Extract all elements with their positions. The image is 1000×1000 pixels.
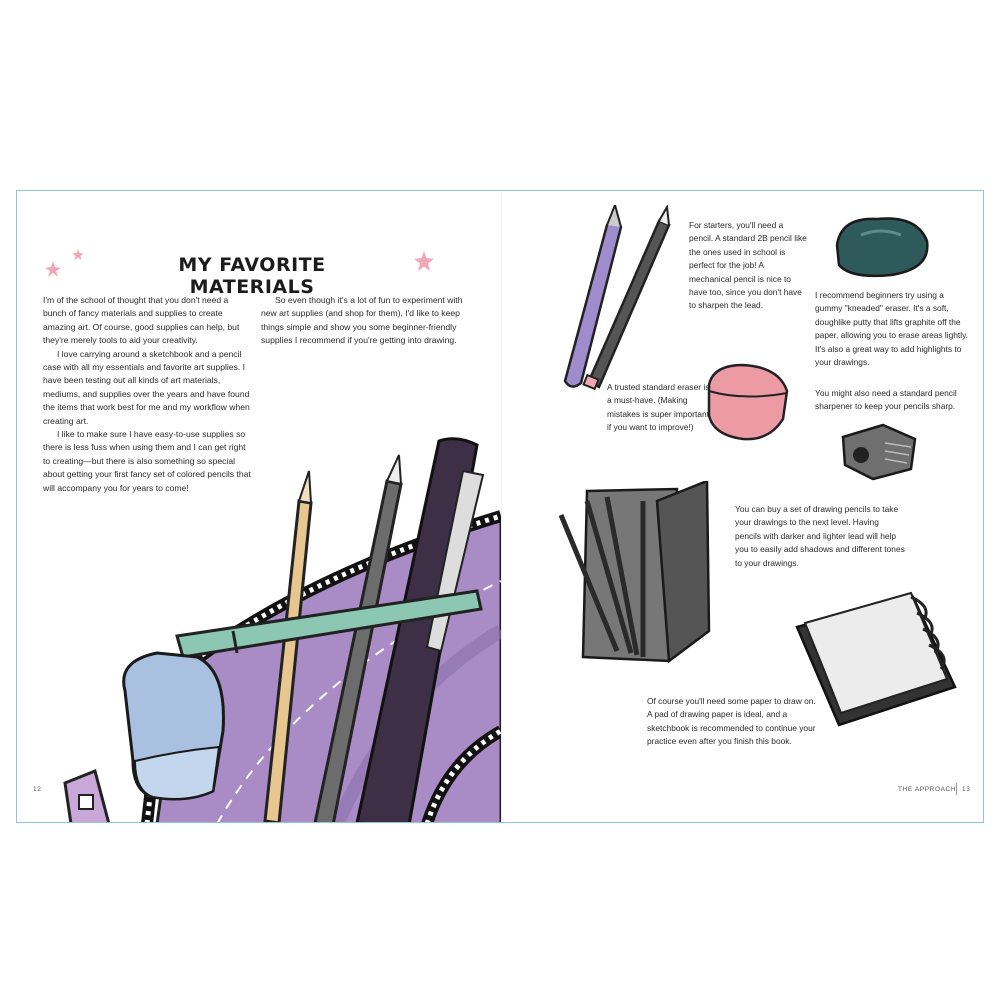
book-gutter (501, 191, 502, 822)
paragraph: I like to make sure I have easy-to-use supplies so there is less fuss when using them and I can get right to creating—but there is also something so special about getting your first fancy set of colored pencils that will accompany you for years to come! (43, 429, 251, 493)
caption-sharpener: You might also need a standard pencil sharpener to keep your pencils sharp. (815, 388, 957, 412)
sharpener-illustration (839, 419, 919, 481)
star-icon-right (413, 251, 435, 273)
page-number-right: 13 (962, 786, 971, 793)
caption-paper: Of course you'll need some paper to draw on. A pad of drawing paper is ideal, and a sketchbook is recommended to continue your practice even after you finish this book. (647, 696, 816, 747)
running-head: THE APPROACH (898, 786, 957, 793)
caption-eraser: A trusted standard eraser is a must-have. (Making mistakes is super important if you want to improve!) (607, 382, 710, 433)
paragraph: I'm of the school of thought that you don't need a bunch of fancy materials and supplies to create amazing art. Of course, good supplies can help, but they're merely tools to aid your creativity. (43, 295, 240, 346)
kneaded-eraser-illustration (831, 211, 933, 281)
caption-kneaded-eraser: I recommend beginners try using a gummy "kneaded" eraser. It's a soft, doughlike putty that lifts graphite off the paper, allowing you to erase areas lightly. It's also a great way to add highlights to your drawings. (815, 290, 969, 368)
pencils-illustration (557, 205, 677, 391)
text-column-2 (261, 294, 469, 348)
page-number-left: 12 (33, 786, 42, 793)
page-title: MY FAVORITE MATERIALS (178, 254, 326, 298)
pink-eraser-illustration (703, 361, 793, 445)
pencil-case-illustration (37, 431, 501, 823)
caption-pencil-set: You can buy a set of drawing pencils to take your drawings to the next level. Having pencils with darker and lighter lead will help you to easily add shadows and different tones to your drawings. (735, 504, 905, 568)
paragraph: I love carrying around a sketchbook and a pencil case with all my essentials and favorite art supplies. I have been testing out all kinds of art materials, mediums, and supplies over the years and have found the items that work best for me and my workflow when creating art. (43, 348, 250, 426)
sketchpad-illustration (793, 587, 959, 729)
book-spread (16, 190, 984, 823)
pencil-tin-illustration (557, 481, 717, 667)
paragraph: So even though it's a lot of fun to experiment with new art supplies (and shop for them), I'd like to keep things simple and show you some beginner-friendly supplies I recommend if you're getting into drawing. (261, 295, 463, 346)
star-icons-left (45, 247, 105, 283)
caption-pencil: For starters, you'll need a pencil. A standard 2B pencil like the ones used in school is perfect for the job! A mechanical pencil is nice to have too, since you don't have to sharpen the lead. (689, 220, 807, 311)
folio-divider (956, 783, 957, 795)
